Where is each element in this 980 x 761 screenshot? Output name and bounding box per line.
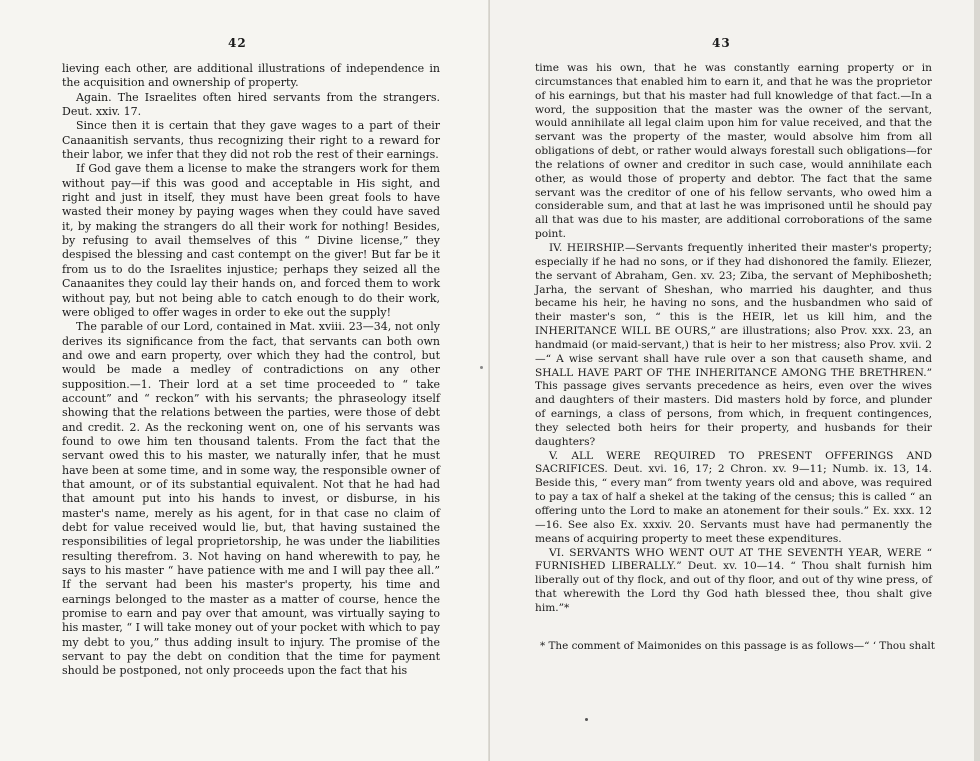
right-paragraph-1: time was his own, that he was constantly earning property or in circumstances that enabled him to earn it, and that he was the proprietor of his earnings, but that his master had full knowledge of that fact.—In a word, the supposition that the master was the owner of the servant, would annihilate all legal claim upon him for value received, and that the servant was the property of the master, would absolve him from all obligations of debt, or rather would always forestall such obligations—for the relations of owner and creditor in such case, would annihilate each other, as would those of property and debtor. The fact that the same servant was the creditor of one of his fellow servants, who owed him a considerable sum, and that at last he was imprisoned until he should pay all that was due to his master, are additional corroborations of the same point.: [535, 62, 932, 241]
page-edge: [974, 0, 980, 761]
right-page: [490, 0, 980, 761]
right-paragraph-2: IV. HEIRSHIP.—Servants frequently inherited their master's property; especially if he had no sons, or if they had dishonored the family. Eliezer, the servant of Abraham, Gen. xv. 23; Ziba, the servant of Mephibosheth; Jarha, the servant of Sheshan, who married his daughter, and thus became his heir, he having no sons, and the husbandmen who said of their master's son, “ this is the HEIR, let us kill him, and the INHERITANCE WILL BE OURS,” are illustrations; also Prov. xxx. 23, an handmaid (or maid-servant,) that is heir to her mistress; also Prov. xvii. 2—“ A wise servant shall have rule over a son that causeth shame, and SHALL HAVE PART OF THE INHERITANCE AMONG THE BRETHREN.” This passage gives servants precedence as heirs, even over the wives and daughters of their masters. Did masters hold by force, and plunder of earnings, a class of persons, from which, in frequent contingences, they selected both heirs for their property, and husbands for their daughters?: [535, 241, 932, 448]
left-paragraph-1: lieving each other, are additional illustrations of independence in the acquisition and ownership of property.: [62, 62, 440, 90]
left-paragraph-4: If God gave them a license to make the strangers work for them without pay—if this was good and acceptable in His sight, and right and just in itself, they must have been great fools to have wasted their money by paying wages when they could have saved it, by making the strangers do all their work for nothing! Besides, by refusing to avail themselves of this “ Divine license,” they despised the blessing and cast contempt on the giver! But far be it from us to do the Israelites injustice; perhaps they seized all the Canaanites they could lay their hands on, and forced them to work without pay, but not being able to catch enough to do their work, were obliged to offer wages in order to eke out the supply!: [62, 162, 440, 319]
right-paragraph-4: VI. SERVANTS WHO WENT OUT AT THE SEVENTH YEAR, WERE “ FURNISHED LIBERALLY.” Deut. xv. 10—14. “ Thou shalt furnish him liberally out of thy flock, and out of thy floor, and out of thy wine press, of that wherewith the Lord thy God hath blessed thee, thou shalt give him.”*: [535, 546, 932, 614]
left-page-body: [62, 62, 440, 679]
scan-speck: [480, 366, 483, 369]
left-paragraph-3: Since then it is certain that they gave wages to a part of their Canaanitish servants, thus recognizing their right to a reward for their labor, we infer that they did not rob the rest of their earnings.: [62, 119, 440, 162]
left-page-number: 42: [228, 36, 247, 50]
right-page-number: 43: [712, 36, 731, 50]
right-page-footnote: * The comment of Maimonides on this passage is as follows—“ ‘ Thou shalt: [540, 640, 935, 652]
left-paragraph-5: The parable of our Lord, contained in Mat. xviii. 23—34, not only derives its significance from the fact, that servants can both own and owe and earn property, over which they had the control, but would be made a medley of contradictions on any other supposition.—1. Their lord at a set time proceeded to “ take account” and “ reckon” with his servants; the phraseology itself showing that the relations between the parties, were those of debt and credit. 2. As the reckoning went on, one of his servants was found to owe him ten thousand talents. From the fact that the servant owed this to his master, we naturally infer, that he must have been at some time, and in some way, the responsible owner of that amount, or of its substantial equivalent. Not that he had had that amount put into his hands to invest, or disburse, in his master's name, merely as his agent, for in that case no claim of debt for value received would lie, but, that having sustained the responsibilities of legal proprietorship, he was under the liabilities resulting therefrom. 3. Not having on hand wherewith to pay, he says to his master “ have patience with me and I will pay thee all.” If the servant had been his master's property, his time and earnings belonged to the master as a matter of course, hence the promise to earn and pay over that amount, was virtually saying to his master, “ I will take money out of your pocket with which to pay my debt to you,” thus adding insult to injury. The promise of the servant to pay the debt on condition that the time for payment should be postponed, not only proceeds upon the fact that his: [62, 320, 440, 678]
left-paragraph-2: Again. The Israelites often hired servants from the strangers. Deut. xxiv. 17.: [62, 90, 440, 119]
scan-speck: [585, 718, 588, 721]
right-paragraph-3: V. ALL WERE REQUIRED TO PRESENT OFFERINGS AND SACRIFICES. Deut. xvi. 16, 17; 2 Chron. xv. 9—11; Numb. ix. 13, 14. Beside this, “ every man” from twenty years old and above, was required to pay a tax of half a shekel at the taking of the census; this is called “ an offering unto the Lord to make an atonement for their souls.” Ex. xxx. 12—16. See also Ex. xxxiv. 20. Servants must have had permanently the means of acquiring property to meet these expenditures.: [535, 449, 932, 545]
right-page-body: [535, 62, 932, 616]
